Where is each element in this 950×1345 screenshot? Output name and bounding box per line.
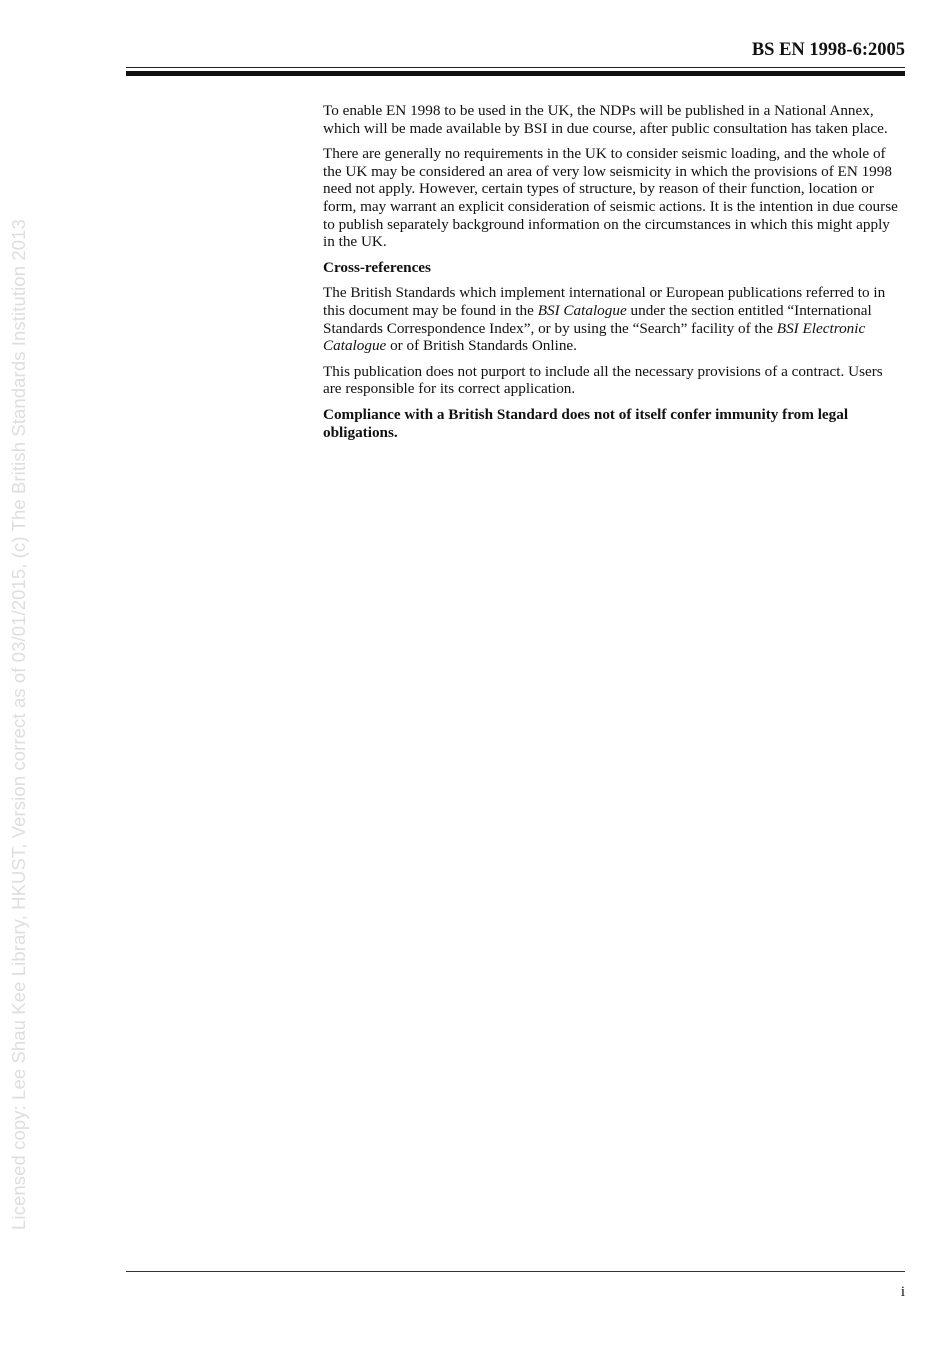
paragraph-seismic-loading: There are generally no requirements in the UK to consider seismic loading, and the whole of the UK may be considered an area of very low seismicity in which the provisions of EN 1998 need not apply. However, certain types of structure, by reason of their function, location or form, may warrant an explicit consideration of seismic actions. It is the intention in due course to publish separately background information on the circumstances in which this might apply in the UK. — [323, 145, 898, 251]
compliance-note: Compliance with a British Standard does not of itself confer immunity from legal obligations. — [323, 405, 849, 441]
page-number: i — [900, 1284, 905, 1300]
license-watermark: Licensed copy: Lee Shau Kee Library, HKUST, Version correct as of 03/01/2015, (c) The British Standards Institution 2013 — [8, 219, 29, 1230]
cross-ref-text-2: under the section entitled “International Standards Correspondence Index”, or by using the “Search” facility of the — [323, 301, 872, 337]
document-standard-id: BS EN 1998-6:2005 — [751, 40, 905, 60]
cross-ref-text-1: The British Standards which implement international or European publications referred to in this document may be found in the — [323, 284, 886, 319]
heading-cross-references: Cross-references — [323, 258, 431, 276]
paragraph-cross-references — [323, 284, 905, 354]
main-content — [323, 102, 905, 449]
paragraph-purport: This publication does not purport to include all the necessary provisions of a contract. Users are responsible for its correct application. — [323, 362, 883, 398]
bsi-catalogue-italic: BSI Catalogue — [537, 301, 627, 319]
header-thin-rule — [126, 67, 905, 68]
bsi-electronic-catalogue-italic: BSI Electronic Catalogue — [323, 319, 866, 355]
paragraph-national-annex: To enable EN 1998 to be used in the UK, the NDPs will be published in a National Annex, which will be made available by BSI in due course, after public consultation has taken place. — [323, 102, 888, 137]
cross-ref-text-3: or of British Standards Online. — [386, 337, 577, 355]
header-thick-rule — [126, 71, 905, 76]
footer-rule — [126, 1271, 905, 1272]
